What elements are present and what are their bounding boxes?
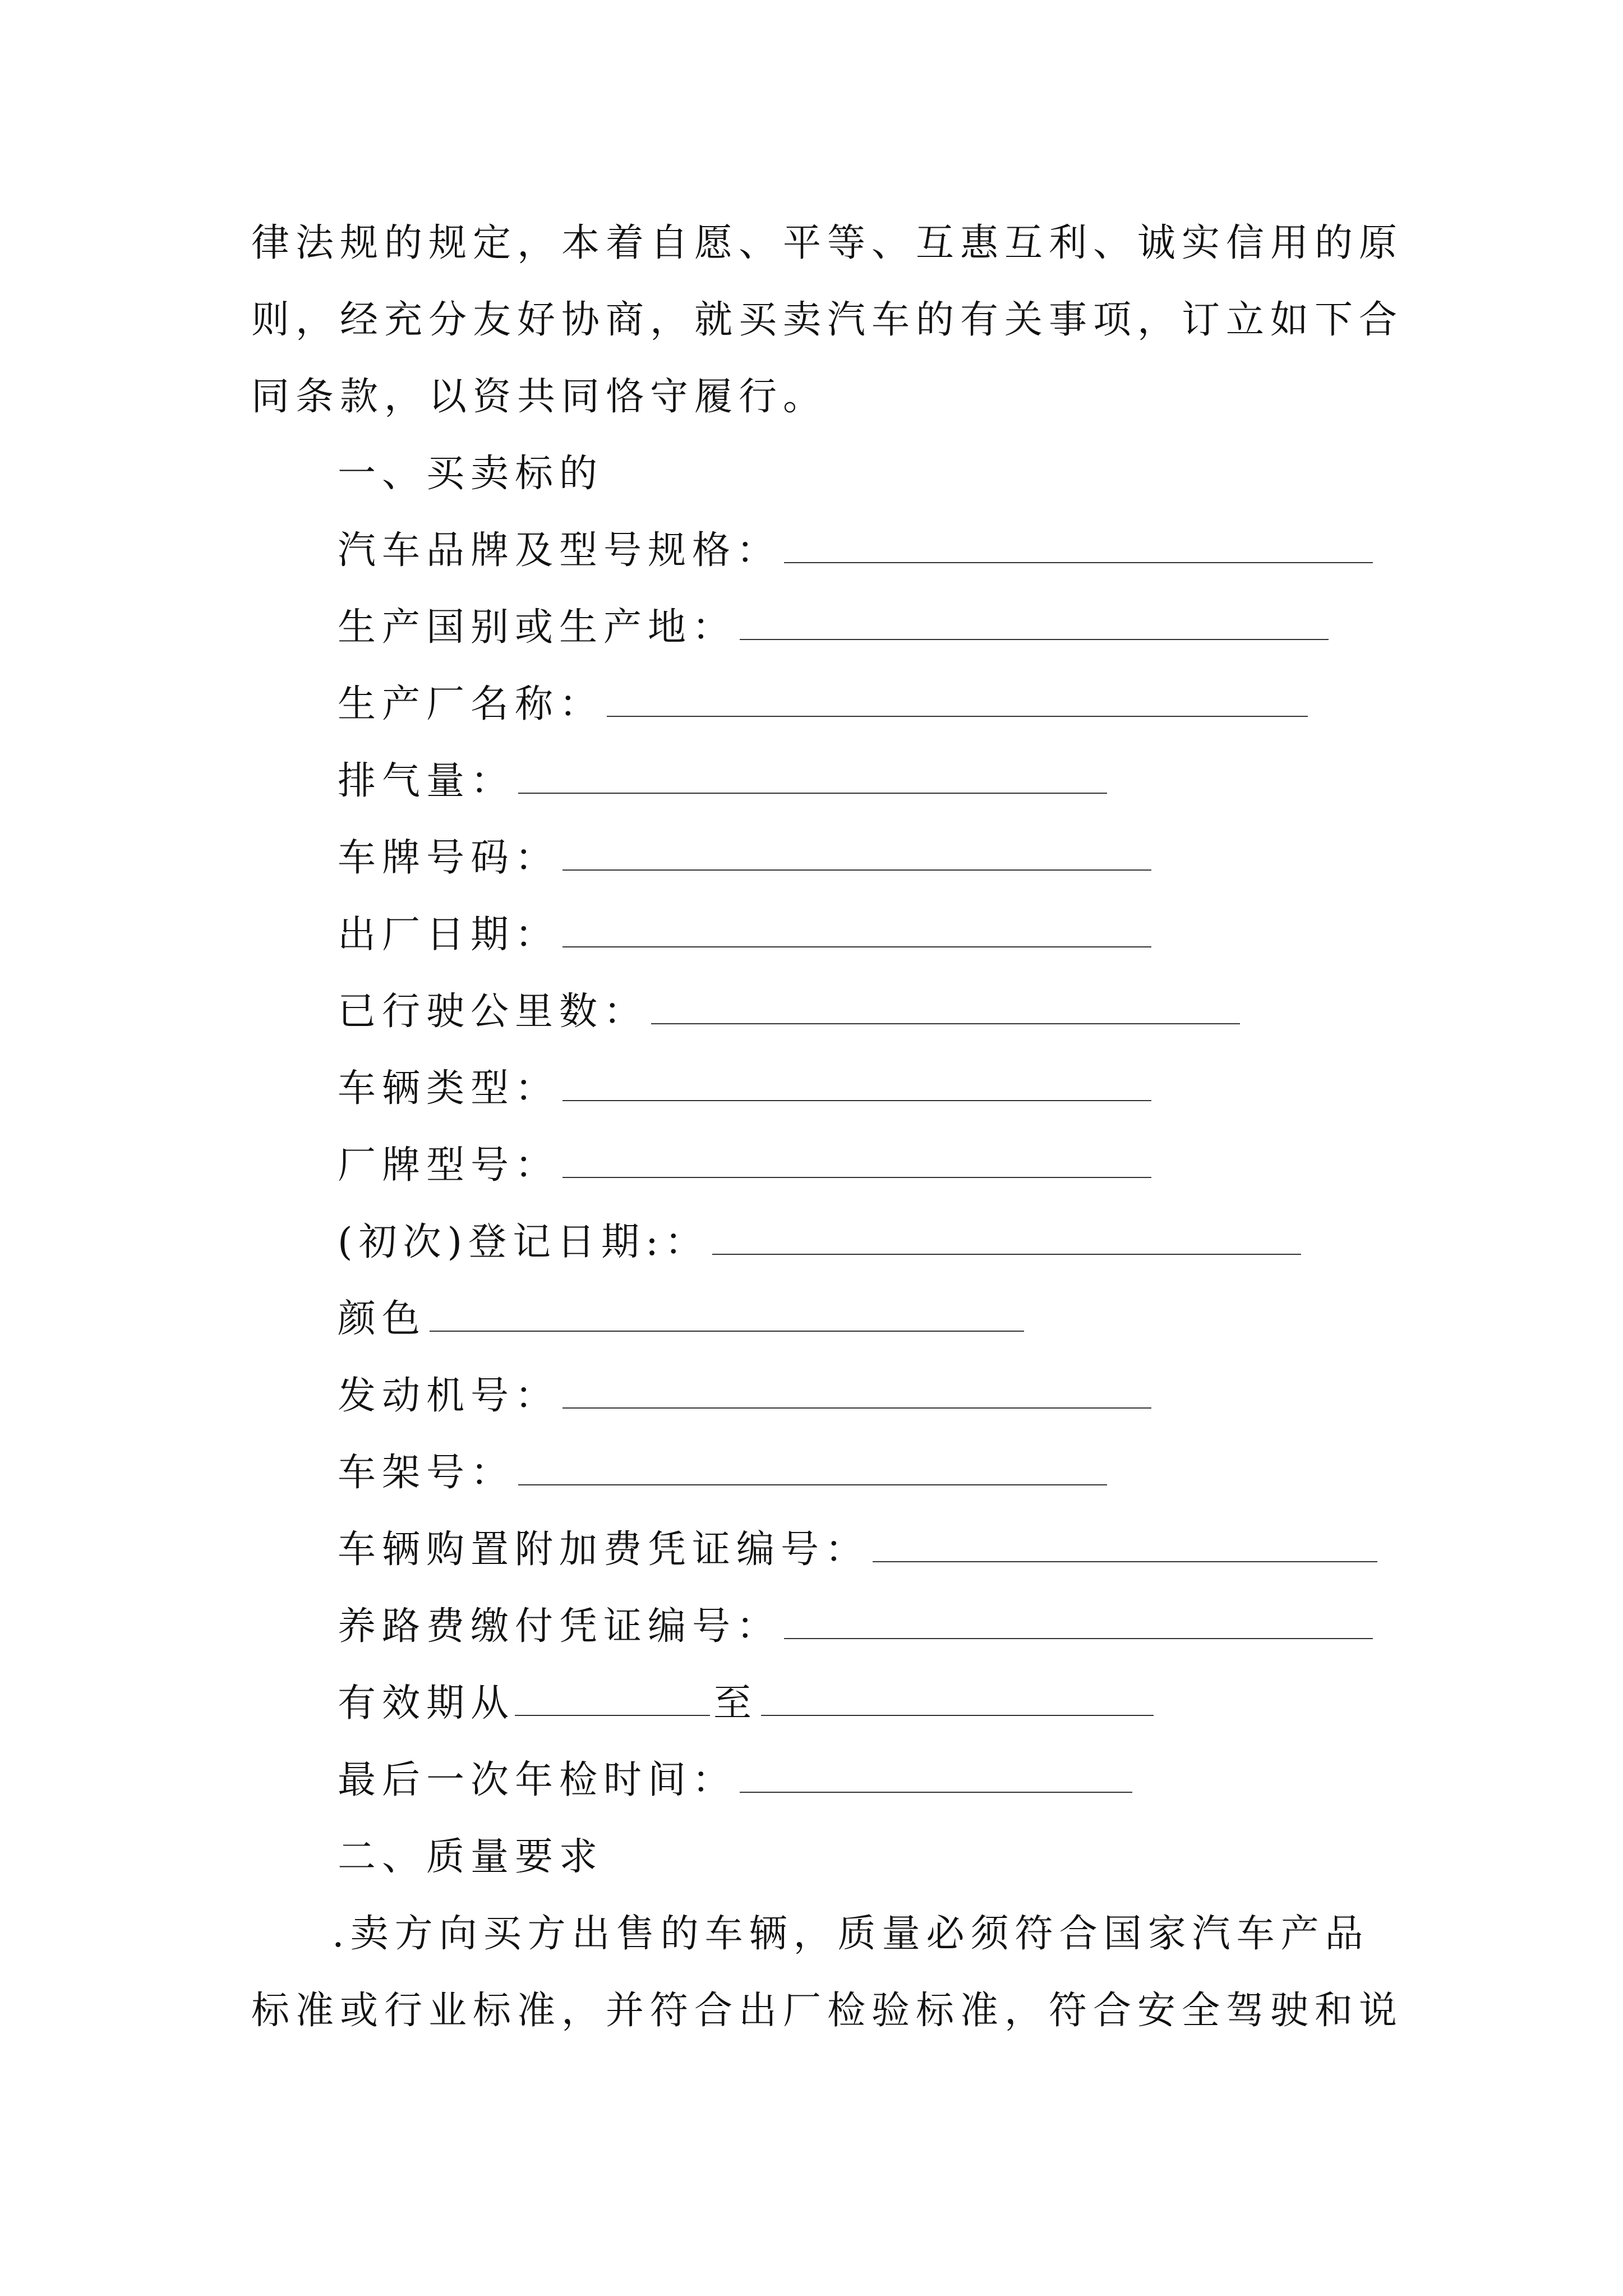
fill-blank[interactable] [562, 1375, 1151, 1409]
field-mileage [338, 984, 1240, 1040]
fill-blank[interactable] [430, 1298, 1024, 1332]
field-production-date [338, 907, 1151, 963]
field-plate-number [338, 830, 1151, 886]
field-label: 车辆购置附加费凭证编号： [338, 1527, 870, 1572]
intro-line-1: 律法规的规定，本着自愿、平等、互惠互利、诚实信用的原 [251, 221, 1404, 265]
fill-blank[interactable] [784, 1605, 1373, 1639]
field-label: 排气量： [338, 759, 515, 803]
field-label: 生产国别或生产地： [338, 605, 737, 650]
field-label: 车辆类型： [338, 1066, 560, 1111]
field-vehicle-type [338, 1061, 1151, 1117]
field-displacement [338, 753, 1107, 809]
field-origin-country [338, 600, 1329, 656]
field-label: 汽车品牌及型号规格： [338, 528, 781, 573]
field-label: 车牌号码： [338, 836, 560, 880]
fill-blank[interactable] [562, 1068, 1151, 1101]
fill-blank[interactable] [518, 760, 1107, 794]
section-heading-2: 二、质量要求 [338, 1835, 604, 1879]
field-label: 出厂日期： [338, 913, 560, 957]
intro-line-3: 同条款，以资共同恪守履行。 [251, 375, 828, 419]
fill-blank[interactable] [740, 606, 1329, 640]
field-frame-number [338, 1445, 1107, 1501]
intro-line-2: 则，经充分友好协商，就买卖汽车的有关事项，订立如下合 [251, 298, 1404, 342]
fill-blank[interactable] [518, 1452, 1107, 1485]
field-manufacturer [338, 677, 1308, 733]
field-label: 养路费缴付凭证编号： [338, 1604, 781, 1649]
fill-blank-to[interactable] [761, 1682, 1154, 1716]
field-label: 发动机号： [338, 1374, 560, 1418]
field-last-inspection [338, 1752, 1132, 1809]
fill-blank[interactable] [740, 1759, 1132, 1793]
field-label: 最后一次年检时间： [338, 1758, 737, 1802]
field-validity-period [338, 1676, 1154, 1732]
fill-blank[interactable] [784, 530, 1373, 563]
field-road-fee-cert [338, 1599, 1373, 1655]
fill-blank-from[interactable] [515, 1682, 710, 1716]
quality-line-1: .卖方向买方出售的车辆，质量必须符合国家汽车产品 [332, 1912, 1370, 1956]
fill-blank[interactable] [562, 837, 1151, 871]
field-label: 车架号： [338, 1451, 515, 1495]
fill-blank[interactable] [607, 683, 1308, 717]
field-label: 有效期从 [338, 1681, 515, 1726]
field-label: 生产厂名称： [338, 682, 604, 726]
section-heading-1: 一、买卖标的 [338, 452, 604, 496]
fill-blank[interactable] [562, 1144, 1151, 1178]
quality-line-2: 标准或行业标准，并符合出厂检验标准，符合安全驾驶和说 [251, 1989, 1404, 2033]
field-purchase-tax-cert [338, 1522, 1377, 1578]
field-color [338, 1291, 1024, 1347]
fill-blank[interactable] [651, 991, 1240, 1024]
field-brand-model [338, 523, 1373, 579]
fill-blank[interactable] [873, 1529, 1377, 1562]
field-label-to: 至 [713, 1681, 758, 1726]
field-label: 厂牌型号： [338, 1143, 560, 1188]
field-engine-number [338, 1368, 1151, 1424]
field-factory-model [338, 1138, 1151, 1194]
fill-blank[interactable] [712, 1221, 1301, 1255]
field-label: 颜色 [338, 1297, 427, 1341]
fill-blank[interactable] [562, 914, 1151, 947]
field-label: (初次)登记日期:： [338, 1220, 709, 1264]
field-label: 已行驶公里数： [338, 990, 648, 1034]
field-registration-date [338, 1214, 1301, 1271]
